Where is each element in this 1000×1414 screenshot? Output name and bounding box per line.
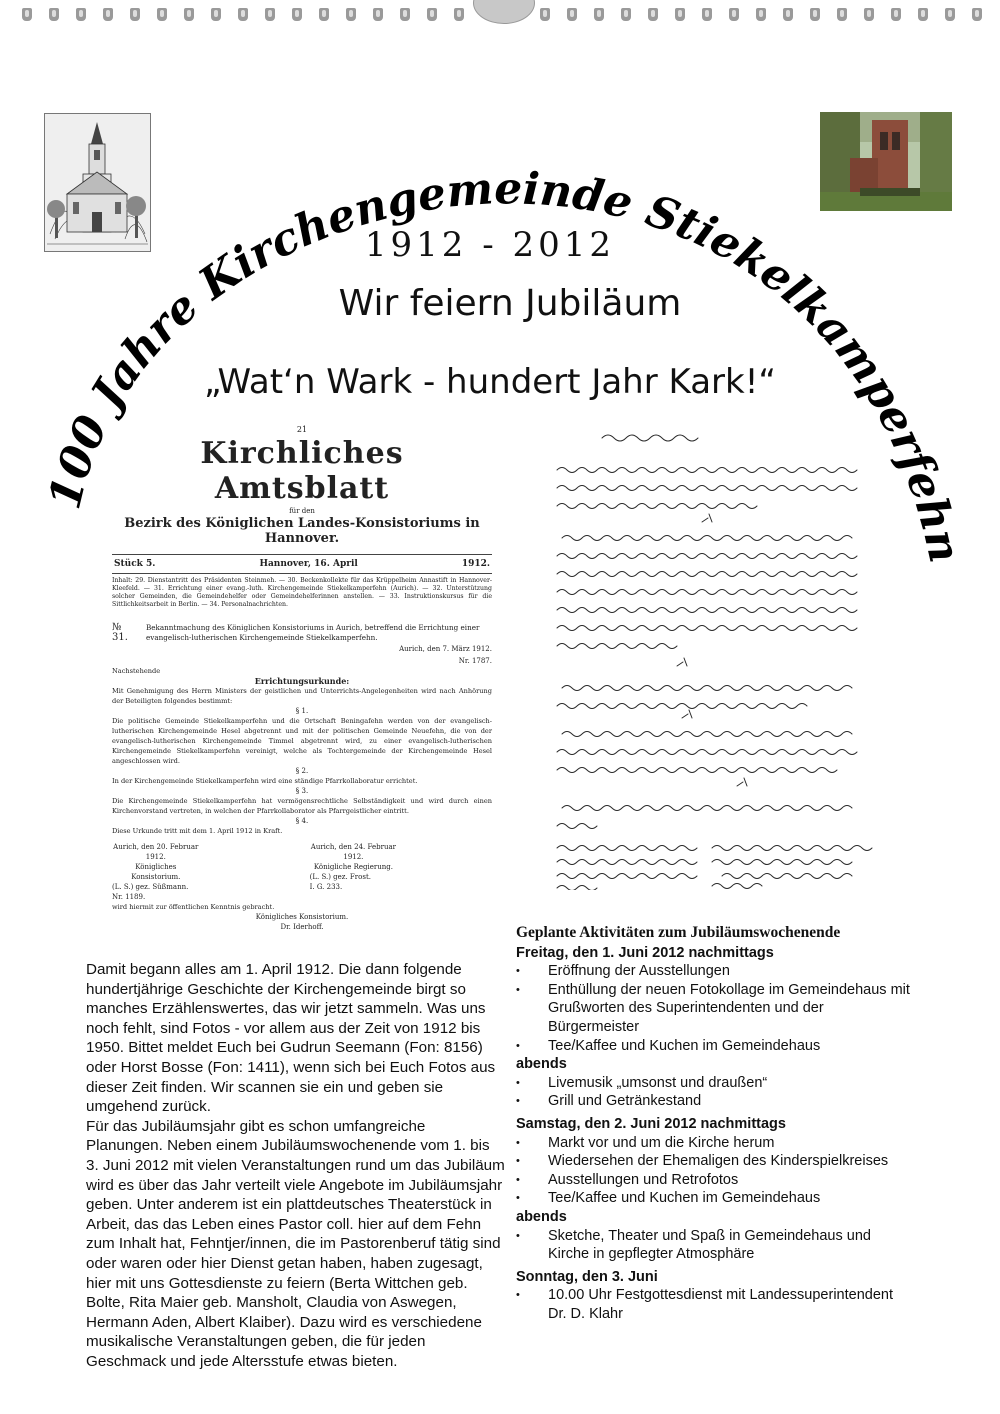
list-item: • Markt vor und um die Kirche herum — [516, 1134, 912, 1153]
amtsblatt-section-2: § 2. — [295, 767, 309, 775]
intro-paragraph-2: Für das Jubiläumsjahr gibt es schon umfangreiche Planungen. Neben einem Jubiläumswochenende vom 1. bis 3. Juni 2012 mit vielen Veranstaltungen rund um das Jubiläum wird es über das Jahr verteilt viele Angebote im Jubiläumsjahr geben. Unter anderem ist ein plattdeutsches Theaterstück in Arbeit, das das Leben eines Pastor coll. hier auf dem Fehn zum Inhalt hat, Fehntjer/innen, die im Pastorenberuf tätig sind oder waren oder hier Dienst getan haben, haben zugesagt, hier mit uns Gottesdienste zu feiern (Berta Wittchen geb. Bolte, Rita Maier geb. Mansholt, Claudia von Aswegen, Hermann Aden, Albert Klaiber). Dazu wird es verschiedene musikalische Veranstaltungen geben, die für jeden Geschmack und jede Altersstufe etwas bieten. — [86, 1117, 505, 1370]
amtsblatt-section-1-text: Die politische Gemeinde Stiekelkamperfehn und die Ortschaft Beningafehn werden von der evangelisch-lutherischen Kirchengemeinde Hesel abgetrennt und mit der politischen Gemeinde Neuefehn, die von der evangelisch-lutherischen Kirchengemeinde Timmel abgetrennt wird, zu einer evangelisch-lutherischen Kirchengemeinde Stiekelkamperfehn vereinigt, welche als Tochtergemeinde der Kirchengemeinde Hesel angeschlossen wird. — [112, 717, 492, 765]
amtsblatt-page-number: 21 — [296, 425, 308, 434]
list-item: • Ausstellungen und Retrofotos — [516, 1171, 912, 1190]
amtsblatt-section-1: § 1. — [295, 707, 309, 715]
amtsblatt-nachstehende: Nachstehende — [112, 667, 161, 675]
sig-left-date: Aurich, den 20. Februar 1912. — [113, 843, 199, 861]
amtsblatt-section-2-text: In der Kirchengemeinde Stiekelkamperfehn wird eine ständige Pfarrkollaboratur errichtet. — [112, 777, 418, 785]
amtsblatt-notice-number: № 31. — [112, 622, 128, 643]
handwritten-document — [552, 430, 882, 890]
amtsblatt-contents: Inhalt: 29. Dienstantritt des Präsidenten Steinmeh. — 30. Beckenkollekte für das Krüppelheim Annastift in Hannover-Kleefeld. — 31. Errichtung einer evang.-luth. Kirchengemeinde Stiekelkamperfehn (Aurich). — 32. Unterstützung solcher Gemeinden, die Gemeindehelfer oder Gemeindehelferinnen anstellen. — 33. Instruktionskursus für die Sittlichkeitsarbeit in Berlin. — 34. Personalnachrichten. — [112, 577, 492, 608]
saturday-heading: Samstag, den 2. Juni 2012 nachmittags — [516, 1115, 786, 1132]
list-item: • Eröffnung der Ausstellungen — [516, 962, 912, 981]
amtsblatt-notice-date: Aurich, den 7. März 1912. — [399, 645, 492, 653]
amtsblatt-issue-number: Stück 5. — [114, 559, 156, 569]
amtsblatt-section-4-text: Diese Urkunde tritt mit dem 1. April 1912 in Kraft. — [112, 827, 283, 835]
amtsblatt-intro-paragraph: Mit Genehmigung des Herrn Ministers der geistlichen und Unterrichts-Angelegenheiten wird nach Anhörung der Beteiligten folgendes bestimmt: — [112, 687, 492, 705]
friday-evening-heading: abends — [516, 1056, 567, 1073]
activities-section — [516, 924, 912, 1323]
amtsblatt-signature-left — [112, 842, 294, 902]
amtsblatt-final-name: Dr. Iderhoff. — [280, 923, 324, 931]
amtsblatt-signatures — [112, 842, 492, 902]
list-item: • Grill und Getränkestand — [516, 1092, 912, 1111]
sig-left-office: Königliches Konsistorium. — [131, 863, 181, 881]
amtsblatt-issue-line — [112, 554, 492, 574]
intro-text — [86, 960, 506, 1371]
saturday-evening-list — [516, 1227, 912, 1264]
activities-heading: Geplante Aktivitäten zum Jubiläumswochenende — [516, 924, 841, 941]
friday-evening-list — [516, 1074, 912, 1111]
amtsblatt-issue-date: Hannover, 16. April — [259, 559, 358, 569]
amtsblatt-issue-year: 1912. — [461, 559, 490, 569]
years: 1912 - 2012 — [364, 225, 616, 265]
sig-left-ref: Nr. 1189. — [112, 893, 146, 901]
amtsblatt-notice — [112, 623, 492, 642]
amtsblatt-section-3-text: Die Kirchengemeinde Stiekelkamperfehn hat vermögensrechtliche Selbständigkeit und wird durch einen Kirchenvorstand vertreten, in welchen der Pfarrkollaborator als Pfarrgeistlicher eintritt. — [112, 797, 492, 815]
amtsblatt-final-office: Königliches Konsistorium. — [255, 913, 349, 921]
amtsblatt-section-4: § 4. — [295, 817, 309, 825]
amtsblatt-district: Bezirk des Königlichen Landes-Konsistoriums in Hannover. — [124, 516, 480, 546]
list-item: • 10.00 Uhr Festgottesdienst mit Landessuperintendent Dr. D. Klahr — [516, 1286, 912, 1323]
amtsblatt-fuer-den: für den — [289, 507, 315, 515]
friday-heading: Freitag, den 1. Juni 2012 nachmittags — [516, 944, 774, 961]
amtsblatt-urkunde-title: Errichtungsurkunde: — [254, 676, 350, 686]
sig-left-name: (L. S.) gez. Süßmann. — [112, 883, 189, 891]
sunday-list — [516, 1286, 912, 1323]
sig-right-date: Aurich, den 24. Februar 1912. — [310, 843, 396, 861]
list-item: • Livemusik „umsonst und draußen“ — [516, 1074, 912, 1093]
list-item: • Sketche, Theater und Spaß in Gemeindehaus und Kirche in gepflegter Atmosphäre — [516, 1227, 912, 1264]
list-item: • Wiedersehen der Ehemaligen des Kinderspielkreises — [516, 1152, 912, 1171]
saturday-evening-heading: abends — [516, 1208, 567, 1225]
sig-right-name: (L. S.) gez. Frost. — [309, 873, 371, 881]
intro-paragraph-1: Damit begann alles am 1. April 1912. Die dann folgende hundertjährige Geschichte der Kirchengemeinde birgt so manches Erzählenswertes, das wir jetzt sammeln. Was uns noch fehlt, sind Fotos - vor allem aus der Zeit von 1912 bis 1950. Bittet meldet Euch bei Gudrun Seemann (Fon: 8156) oder Horst Bosse (Fon: 1411), wenn sich bei Euch Fotos aus dieser Zeit finden. Wir scannen sie ein und geben sie umgehend zurück. — [86, 961, 496, 1116]
sig-right-ref: I. G. 233. — [309, 883, 343, 891]
motto: „Wat‘n Wark - hundert Jahr Kark!“ — [204, 362, 776, 402]
title-arc-text: 100 Jahre Kirchengemeinde Stiekelkamperfehn — [39, 163, 971, 568]
amtsblatt-section-3: § 3. — [295, 787, 309, 795]
amtsblatt-signature-right — [310, 842, 492, 902]
amtsblatt-published: wird hiermit zur öffentlichen Kenntnis gebracht. — [112, 903, 275, 911]
list-item: • Tee/Kaffee und Kuchen im Gemeindehaus — [516, 1037, 912, 1056]
list-item: • Tee/Kaffee und Kuchen im Gemeindehaus — [516, 1189, 912, 1208]
saturday-list — [516, 1134, 912, 1208]
amtsblatt-title: Kirchliches Amtsblatt — [200, 436, 404, 506]
friday-list — [516, 962, 912, 1055]
sig-right-office: Königliche Regierung. — [313, 863, 393, 871]
amtsblatt-document — [112, 425, 492, 932]
sunday-heading: Sonntag, den 3. Juni — [516, 1268, 658, 1285]
celebration-heading: Wir feiern Jubiläum — [338, 283, 682, 324]
list-item: • Enthüllung der neuen Fotokollage im Gemeindehaus mit Grußworten des Superintendenten und der Bürgermeister — [516, 981, 912, 1037]
amtsblatt-notice-ref: Nr. 1787. — [458, 657, 492, 665]
amtsblatt-notice-title: Bekanntmachung des Königlichen Konsistoriums in Aurich, betreffend die Errichtung einer evangelisch-lutherischen Kirchengemeinde Stiekelkamperfehn. — [146, 623, 480, 642]
